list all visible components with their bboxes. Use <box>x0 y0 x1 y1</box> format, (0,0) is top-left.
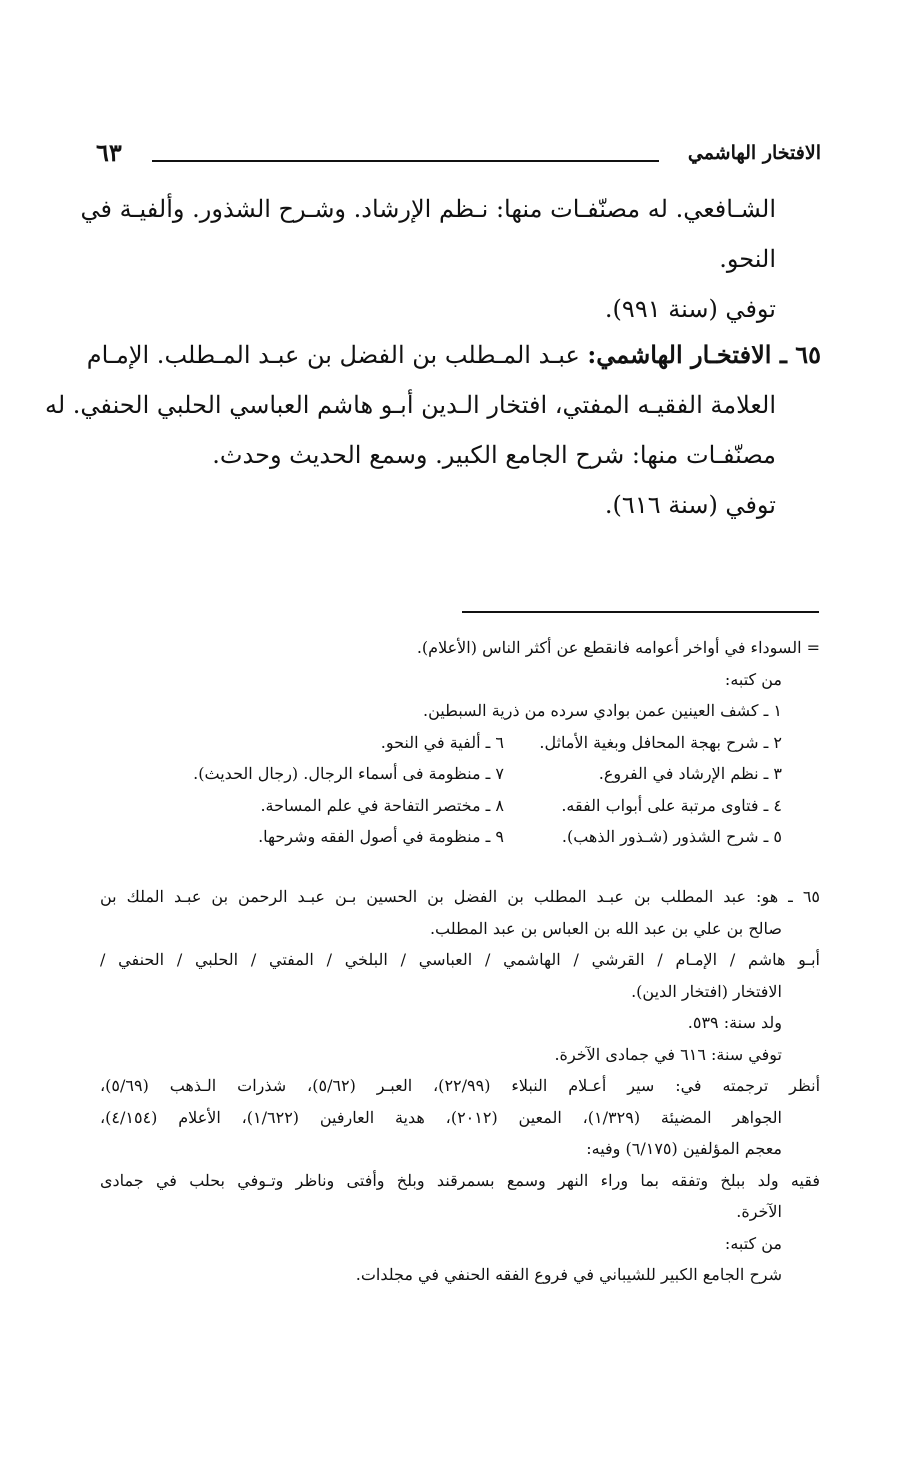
running-title: الافتخار الهاشمي <box>687 142 821 164</box>
footnote-line: الافتخار (افتخار الدين). <box>631 981 782 1001</box>
entry-text: عبـد المـطلب بن الفضل بن عبـد المـطلب. الإمـام <box>86 341 580 369</box>
book-item: ١ ـ كشف العينين عمن بوادي سرده من ذرية السبطين. <box>422 701 782 720</box>
running-header <box>96 138 821 178</box>
footnote-line: ٦٥ ـ هو: عبد المطلب بن عبـد المطلب بن الفضل بن الحسين بـن عبـد الرحمن بن عبـد الملك بن <box>100 887 821 906</box>
text-line: توفي (سنة ٦١٦). <box>604 491 776 519</box>
entry-first-line <box>86 330 821 380</box>
footnote-line: شرح الجامع الكبير للشيباني في فروع الفقه الحنفي في مجلدات. <box>355 1265 782 1284</box>
book-item: ٥ ـ شرح الشذور (شـذور الذهب). <box>561 827 782 846</box>
header-rule <box>152 160 659 162</box>
book-row <box>100 727 820 759</box>
book-item: ٣ ـ نظم الإرشاد في الفروع. <box>598 764 782 783</box>
book-row <box>100 758 820 790</box>
footnote-line: = السوداء في أواخر أعوامه فانقطع عن أكثر الناس (الأعلام). <box>416 638 820 657</box>
footnote-rule <box>462 611 819 613</box>
footnote-65 <box>100 881 820 1291</box>
text-line: الشـافعي. له مصنّفـات منها: نـظم الإرشاد. وشـرح الشذور. وألفيـة في <box>80 195 776 223</box>
book-row <box>100 790 820 822</box>
footnote-line: توفي سنة: ٦١٦ في جمادى الآخرة. <box>554 1044 782 1064</box>
footnote-line: ولد سنة: ٥٣٩. <box>687 1013 782 1032</box>
book-item: ٦ ـ ألفية في النحو. <box>380 732 504 752</box>
footnote-line: أبـو هاشم / الإمـام / القرشي / الهاشمي / العباسي / البلخي / المفتي / الحلبي / الحنفي / <box>100 950 820 969</box>
book-item: ٩ ـ منظومة في أصول الفقه وشرحها. <box>258 827 504 846</box>
entry-65 <box>44 330 821 530</box>
text-line: العلامة الفقيـه المفتي، افتخار الـدين أبـو هاشم العباسي الحلبي الحنفي. له <box>44 391 776 419</box>
footnote-line: فقيه ولد ببلخ وتفقه بما وراء النهر وسمع بسمرقند وبلخ وأفتى وناظر وتـوفي بحلب في جمادى <box>100 1170 820 1190</box>
footnote-line: الجواهر المضيئة (١/٣٢٩)، المعين (٢٠١٢)، هدية العارفين (١/٦٢٢)، الأعلام (٤/١٥٤)، <box>100 1107 782 1127</box>
text-line: النحو. <box>719 245 776 273</box>
footnote-line: معجم المؤلفين (٦/١٧٥) وفيه: <box>586 1139 782 1158</box>
book-item: ٤ ـ فتاوى مرتبة على أبواب الفقه. <box>561 795 782 815</box>
entry-heading: ٦٥ ـ الافتخـار الهاشمي: <box>587 340 821 369</box>
book-row <box>100 821 820 853</box>
previous-entry <box>80 184 821 334</box>
book-item: ٨ ـ مختصر التفاحة في علم المساحة. <box>260 795 504 815</box>
book-item: ٢ ـ شرح بهجة المحافل وبغية الأماثل. <box>539 732 782 752</box>
footnote-line: أنظر ترجمته في: سير أعـلام النبلاء (٢٢/٩٩)، العبـر (٥/٦٢)، شذرات الـذهب (٥/٦٩)، <box>100 1076 821 1095</box>
text-line: مصنّفـات منها: شرح الجامع الكبير. وسمع الحديث وحدث. <box>212 441 776 469</box>
books-heading: من كتبه: <box>724 669 782 689</box>
footnotes-continuation <box>100 632 820 853</box>
text-line: توفي (سنة ٩٩١). <box>604 295 776 323</box>
footnote-line: صالح بن علي بن عبد الله بن العباس بن عبد المطلب. <box>429 918 782 938</box>
page-number: ٦٣ <box>96 138 122 167</box>
books-heading: من كتبه: <box>724 1233 782 1253</box>
book-item: ٧ ـ منظومة فى أسماء الرجال. (رجال الحديث). <box>193 764 504 783</box>
footnote-line: الآخرة. <box>736 1202 782 1221</box>
